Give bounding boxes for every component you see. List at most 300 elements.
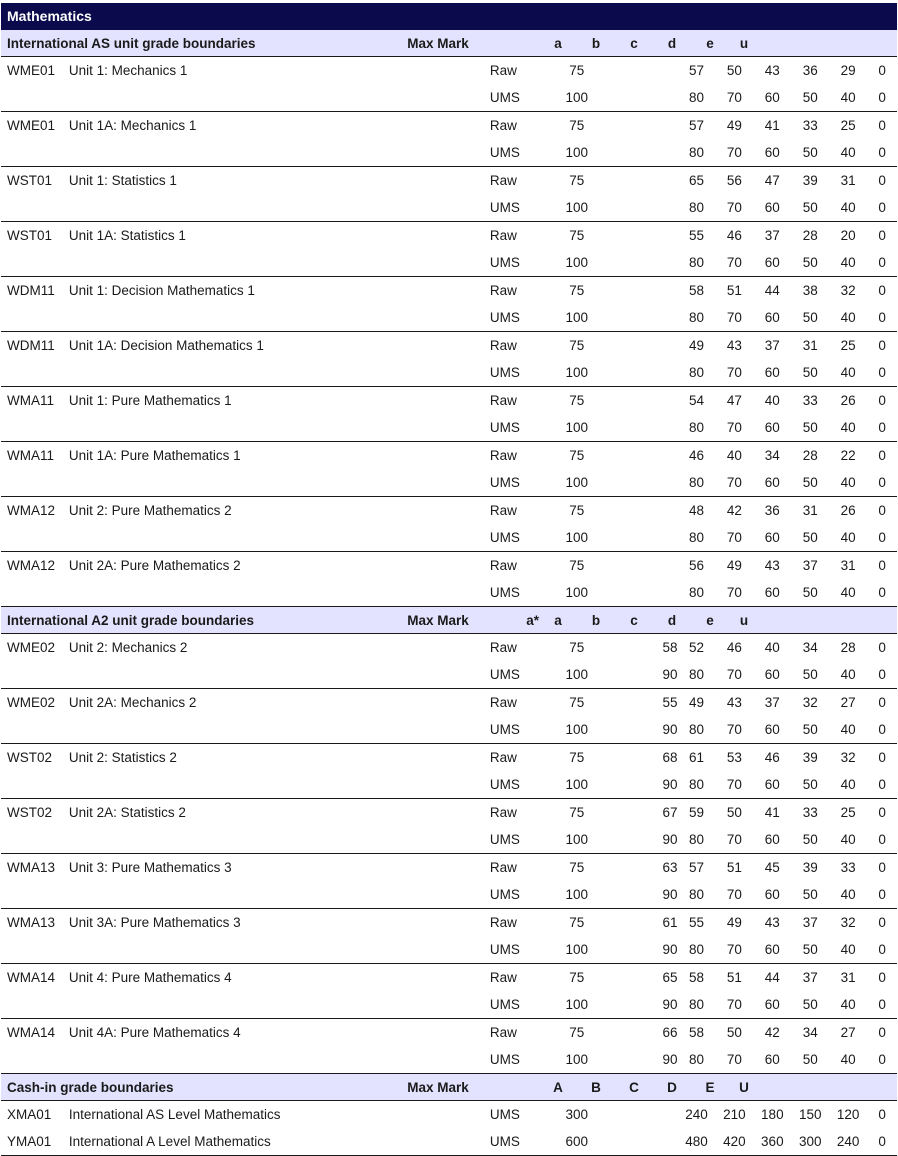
grade-value: 40	[840, 1052, 856, 1067]
table-row	[1, 661, 897, 689]
grade-value: 0	[878, 503, 886, 518]
grade-value: 65	[662, 970, 678, 985]
max-mark: 75	[569, 805, 585, 820]
grade-header: A	[553, 1079, 563, 1095]
grade-header: u	[739, 612, 749, 628]
grade-value: 60	[764, 832, 780, 847]
max-mark-header: Max Mark	[407, 612, 469, 628]
grade-value: 80	[688, 942, 704, 957]
grade-value: 68	[662, 750, 678, 765]
unit-code: WMA12	[7, 503, 56, 518]
grade-value: 65	[688, 173, 704, 188]
table-row	[1, 469, 897, 497]
grade-value: 60	[764, 667, 780, 682]
table-row	[1, 744, 897, 771]
grade-value: 60	[764, 90, 780, 105]
grade-value: 34	[802, 1025, 818, 1040]
grade-value: 0	[878, 887, 886, 902]
grade-value: 0	[878, 200, 886, 215]
grade-value: 0	[878, 1134, 886, 1149]
grade-value: 50	[802, 997, 818, 1012]
grade-value: 80	[688, 832, 704, 847]
unit-name: Unit 2A: Statistics 2	[68, 805, 186, 820]
grade-value: 40	[726, 448, 742, 463]
grade-value: 70	[726, 145, 742, 160]
grade-value: 25	[840, 338, 856, 353]
grade-value: 50	[802, 1052, 818, 1067]
grade-header: b	[591, 35, 601, 51]
section-header	[1, 30, 897, 57]
grade-value: 40	[840, 200, 856, 215]
grade-value: 60	[764, 255, 780, 270]
max-mark: 75	[569, 338, 585, 353]
max-mark: 75	[569, 750, 585, 765]
grade-value: 60	[764, 722, 780, 737]
grade-value: 31	[840, 173, 856, 188]
grade-value: 60	[764, 997, 780, 1012]
grade-value: 80	[688, 997, 704, 1012]
grade-value: 360	[761, 1134, 784, 1149]
max-mark: 75	[569, 860, 585, 875]
page-title: Mathematics	[1, 3, 897, 30]
mark-type: Raw	[489, 173, 517, 188]
grade-value: 40	[840, 475, 856, 490]
unit-code: WMA11	[7, 393, 55, 408]
table-row	[1, 689, 897, 716]
grade-value: 20	[840, 228, 856, 243]
grade-value: 40	[840, 777, 856, 792]
table-row	[1, 909, 897, 936]
table-row	[1, 881, 897, 909]
grade-header: a*	[526, 612, 539, 628]
grade-section	[1, 607, 897, 1074]
grade-tables	[1, 30, 897, 1156]
grade-value: 60	[764, 777, 780, 792]
table-row	[1, 799, 897, 826]
grade-value: 56	[688, 558, 704, 573]
grade-value: 60	[764, 420, 780, 435]
grade-value: 90	[662, 777, 678, 792]
grade-value: 80	[688, 90, 704, 105]
mark-type: UMS	[489, 420, 520, 435]
qualification-name: International A Level Mathematics	[68, 1134, 271, 1149]
grade-value: 70	[726, 255, 742, 270]
max-mark: 75	[569, 1025, 585, 1040]
unit-code: WDM11	[7, 338, 55, 353]
grade-value: 37	[802, 558, 818, 573]
grade-value: 37	[802, 915, 818, 930]
max-mark: 75	[569, 393, 585, 408]
grade-value: 150	[798, 1107, 822, 1122]
grade-value: 80	[688, 255, 704, 270]
grade-value: 70	[726, 997, 742, 1012]
max-mark: 75	[569, 640, 585, 655]
grade-value: 51	[726, 283, 742, 298]
grade-value: 70	[726, 530, 742, 545]
grade-value: 22	[840, 448, 856, 463]
mark-type: UMS	[489, 585, 520, 600]
grade-value: 90	[662, 942, 678, 957]
grade-value: 60	[764, 1052, 780, 1067]
grade-value: 46	[688, 448, 704, 463]
grade-value: 0	[878, 832, 886, 847]
table-row	[1, 524, 897, 552]
table-row	[1, 936, 897, 964]
qualification-code: YMA01	[7, 1134, 52, 1149]
grade-header: c	[630, 612, 638, 628]
unit-name: Unit 2: Statistics 2	[68, 750, 177, 765]
table-row	[1, 497, 897, 524]
unit-code: WMA13	[7, 860, 56, 875]
mark-type: Raw	[489, 915, 517, 930]
max-mark: 100	[565, 942, 588, 957]
table-row	[1, 1019, 897, 1046]
max-mark: 100	[565, 530, 588, 545]
grade-value: 27	[840, 695, 856, 710]
grade-value: 80	[688, 200, 704, 215]
grade-value: 0	[878, 722, 886, 737]
unit-code: WME01	[7, 63, 56, 78]
grade-value: 210	[723, 1107, 746, 1122]
table-row	[1, 277, 897, 304]
mark-type: UMS	[489, 722, 520, 737]
max-mark: 75	[569, 915, 585, 930]
table-row	[1, 304, 897, 332]
cashin-section	[1, 1074, 897, 1156]
mark-type: Raw	[489, 338, 517, 353]
max-mark: 75	[569, 118, 585, 133]
mark-type: Raw	[489, 228, 517, 243]
grade-value: 34	[764, 448, 780, 463]
unit-name: Unit 1A: Pure Mathematics 1	[68, 448, 241, 463]
grade-value: 57	[688, 860, 704, 875]
grade-value: 32	[840, 915, 856, 930]
grade-value: 90	[662, 722, 678, 737]
grade-value: 0	[878, 942, 886, 957]
grade-value: 40	[840, 722, 856, 737]
grade-value: 51	[726, 970, 742, 985]
grade-value: 0	[878, 530, 886, 545]
table-row	[1, 414, 897, 442]
grade-value: 50	[726, 63, 742, 78]
grade-value: 80	[688, 667, 704, 682]
grade-value: 43	[726, 695, 742, 710]
section-header	[1, 1074, 897, 1101]
mark-type: UMS	[489, 530, 520, 545]
grade-value: 70	[726, 887, 742, 902]
grade-value: 420	[723, 1134, 746, 1149]
grade-value: 80	[688, 887, 704, 902]
grade-value: 25	[840, 805, 856, 820]
max-mark: 75	[569, 63, 585, 78]
grade-value: 57	[688, 118, 704, 133]
mark-type: Raw	[489, 393, 517, 408]
grade-value: 90	[662, 997, 678, 1012]
mark-type: Raw	[489, 1025, 517, 1040]
grade-value: 60	[764, 475, 780, 490]
unit-name: Unit 1: Statistics 1	[68, 173, 177, 188]
grade-boundaries-page	[1, 3, 897, 1156]
table-row	[1, 1046, 897, 1074]
max-mark: 600	[565, 1134, 588, 1149]
mark-type: Raw	[489, 118, 517, 133]
mark-type: Raw	[489, 805, 517, 820]
max-mark: 100	[565, 667, 588, 682]
grade-value: 0	[878, 997, 886, 1012]
grade-value: 70	[726, 90, 742, 105]
unit-code: WMA11	[7, 448, 55, 463]
grade-value: 50	[802, 667, 818, 682]
grade-value: 28	[802, 448, 818, 463]
unit-name: Unit 4A: Pure Mathematics 4	[68, 1025, 241, 1040]
max-mark: 75	[569, 695, 585, 710]
grade-value: 0	[878, 338, 886, 353]
grade-value: 58	[688, 970, 704, 985]
grade-value: 66	[662, 1025, 678, 1040]
grade-value: 60	[764, 530, 780, 545]
section-title: Cash-in grade boundaries	[7, 1079, 174, 1095]
max-mark: 75	[569, 558, 585, 573]
grade-value: 40	[840, 997, 856, 1012]
grade-value: 0	[878, 365, 886, 380]
grade-value: 57	[688, 63, 704, 78]
grade-value: 120	[836, 1107, 860, 1122]
mark-type: UMS	[489, 145, 520, 160]
mark-type: UMS	[489, 310, 520, 325]
mark-type: UMS	[489, 832, 520, 847]
unit-name: Unit 4: Pure Mathematics 4	[68, 970, 232, 985]
grade-value: 38	[802, 283, 818, 298]
mark-type: Raw	[489, 695, 517, 710]
unit-code: WME02	[7, 695, 56, 710]
table-row	[1, 771, 897, 799]
grade-value: 39	[802, 860, 818, 875]
grade-value: 0	[878, 970, 886, 985]
grade-header: C	[629, 1079, 639, 1095]
unit-code: WMA13	[7, 915, 56, 930]
grade-header: D	[667, 1079, 677, 1095]
table-row	[1, 167, 897, 194]
grade-value: 90	[662, 1052, 678, 1067]
grade-value: 90	[662, 832, 678, 847]
max-mark: 100	[565, 255, 588, 270]
unit-code: WMA14	[7, 1025, 56, 1040]
grade-header: U	[739, 1079, 749, 1095]
grade-header: b	[591, 612, 601, 628]
max-mark: 100	[565, 777, 588, 792]
table-row	[1, 826, 897, 854]
grade-value: 40	[840, 667, 856, 682]
grade-value: 60	[764, 365, 780, 380]
grade-value: 80	[688, 530, 704, 545]
grade-header: B	[591, 1079, 601, 1095]
mark-type: UMS	[489, 997, 520, 1012]
grade-value: 80	[688, 365, 704, 380]
grade-value: 42	[764, 1025, 780, 1040]
grade-value: 0	[878, 63, 886, 78]
max-mark: 100	[565, 365, 588, 380]
grade-header: c	[630, 35, 638, 51]
grade-value: 80	[688, 777, 704, 792]
grade-value: 47	[764, 173, 780, 188]
unit-code: WST02	[7, 805, 53, 820]
grade-value: 0	[878, 750, 886, 765]
grade-value: 50	[802, 365, 818, 380]
max-mark: 100	[565, 1052, 588, 1067]
grade-value: 44	[764, 283, 780, 298]
grade-header: a	[554, 612, 562, 628]
grade-value: 67	[662, 805, 678, 820]
grade-value: 31	[802, 338, 818, 353]
table-row	[1, 57, 897, 84]
table-row	[1, 139, 897, 167]
grade-value: 49	[726, 558, 742, 573]
table-row	[1, 442, 897, 469]
grade-value: 80	[688, 420, 704, 435]
grade-value: 27	[840, 1025, 856, 1040]
grade-value: 43	[764, 63, 780, 78]
grade-value: 80	[688, 1052, 704, 1067]
unit-name: Unit 1: Pure Mathematics 1	[68, 393, 232, 408]
grade-value: 58	[688, 283, 704, 298]
mark-type: Raw	[489, 558, 517, 573]
unit-name: Unit 1A: Statistics 1	[68, 228, 186, 243]
grade-value: 40	[840, 255, 856, 270]
unit-name: Unit 1: Mechanics 1	[68, 63, 188, 78]
grade-value: 33	[802, 393, 818, 408]
grade-value: 0	[878, 695, 886, 710]
mark-type: UMS	[489, 1052, 520, 1067]
section-title: International AS unit grade boundaries	[7, 35, 256, 51]
max-mark: 300	[565, 1107, 588, 1122]
mark-type: Raw	[489, 970, 517, 985]
unit-code: WST01	[7, 173, 53, 188]
max-mark: 100	[565, 420, 588, 435]
table-row	[1, 332, 897, 359]
table-row	[1, 194, 897, 222]
grade-value: 50	[802, 255, 818, 270]
grade-value: 40	[840, 942, 856, 957]
grade-value: 70	[726, 667, 742, 682]
grade-value: 41	[764, 118, 780, 133]
mark-type: Raw	[489, 503, 517, 518]
grade-value: 48	[688, 503, 704, 518]
grade-value: 34	[802, 640, 818, 655]
max-mark-header: Max Mark	[407, 35, 469, 51]
grade-value: 31	[802, 503, 818, 518]
grade-header: d	[667, 612, 677, 628]
grade-header: e	[706, 35, 714, 51]
grade-value: 50	[802, 722, 818, 737]
grade-value: 33	[840, 860, 856, 875]
grade-value: 70	[726, 1052, 742, 1067]
grade-value: 26	[840, 503, 856, 518]
grade-value: 0	[878, 1107, 886, 1122]
grade-value: 50	[802, 777, 818, 792]
grade-value: 70	[726, 585, 742, 600]
grade-value: 50	[802, 585, 818, 600]
grade-value: 70	[726, 310, 742, 325]
mark-type: Raw	[489, 448, 517, 463]
grade-value: 40	[840, 887, 856, 902]
mark-type: Raw	[489, 750, 517, 765]
grade-value: 60	[764, 145, 780, 160]
grade-value: 50	[802, 530, 818, 545]
grade-value: 0	[878, 667, 886, 682]
grade-value: 70	[726, 942, 742, 957]
grade-value: 50	[802, 90, 818, 105]
grade-value: 45	[764, 860, 780, 875]
grade-section	[1, 30, 897, 607]
grade-header: d	[667, 35, 677, 51]
max-mark: 100	[565, 832, 588, 847]
grade-value: 29	[840, 63, 856, 78]
grade-value: 80	[688, 585, 704, 600]
qualification-name: International AS Level Mathematics	[68, 1107, 281, 1122]
mark-type: Raw	[489, 640, 517, 655]
grade-value: 32	[840, 283, 856, 298]
unit-name: Unit 2A: Mechanics 2	[68, 695, 197, 710]
mark-type: UMS	[489, 200, 520, 215]
table-row	[1, 359, 897, 387]
grade-value: 0	[878, 1025, 886, 1040]
grade-value: 43	[764, 915, 780, 930]
grade-value: 0	[878, 173, 886, 188]
grade-value: 49	[726, 118, 742, 133]
grade-value: 40	[764, 393, 780, 408]
grade-value: 40	[840, 90, 856, 105]
grade-value: 50	[802, 475, 818, 490]
grade-value: 70	[726, 365, 742, 380]
grade-value: 52	[688, 640, 704, 655]
unit-code: WST01	[7, 228, 53, 243]
grade-value: 0	[878, 475, 886, 490]
grade-value: 26	[840, 393, 856, 408]
max-mark: 75	[569, 448, 585, 463]
grade-value: 58	[688, 1025, 704, 1040]
unit-code: WMA14	[7, 970, 56, 985]
grade-value: 31	[840, 558, 856, 573]
table-row	[1, 634, 897, 661]
grade-value: 54	[688, 393, 704, 408]
grade-value: 43	[726, 338, 742, 353]
grade-value: 25	[840, 118, 856, 133]
grade-value: 50	[802, 887, 818, 902]
unit-name: Unit 2: Pure Mathematics 2	[68, 503, 232, 518]
table-row	[1, 1101, 897, 1128]
grade-value: 50	[802, 310, 818, 325]
grade-value: 70	[726, 832, 742, 847]
unit-name: Unit 2A: Pure Mathematics 2	[68, 558, 241, 573]
grade-value: 49	[688, 338, 704, 353]
grade-value: 63	[662, 860, 678, 875]
grade-header: E	[705, 1079, 715, 1095]
table-row	[1, 249, 897, 277]
grade-value: 46	[726, 228, 742, 243]
grade-value: 70	[726, 475, 742, 490]
table-row	[1, 552, 897, 579]
max-mark: 100	[565, 887, 588, 902]
table-row	[1, 84, 897, 112]
grade-value: 70	[726, 420, 742, 435]
unit-code: WST02	[7, 750, 53, 765]
grade-value: 53	[726, 750, 742, 765]
grade-value: 41	[764, 805, 780, 820]
grade-value: 28	[840, 640, 856, 655]
unit-code: WME01	[7, 118, 56, 133]
grade-value: 40	[764, 640, 780, 655]
mark-type: UMS	[489, 475, 520, 490]
